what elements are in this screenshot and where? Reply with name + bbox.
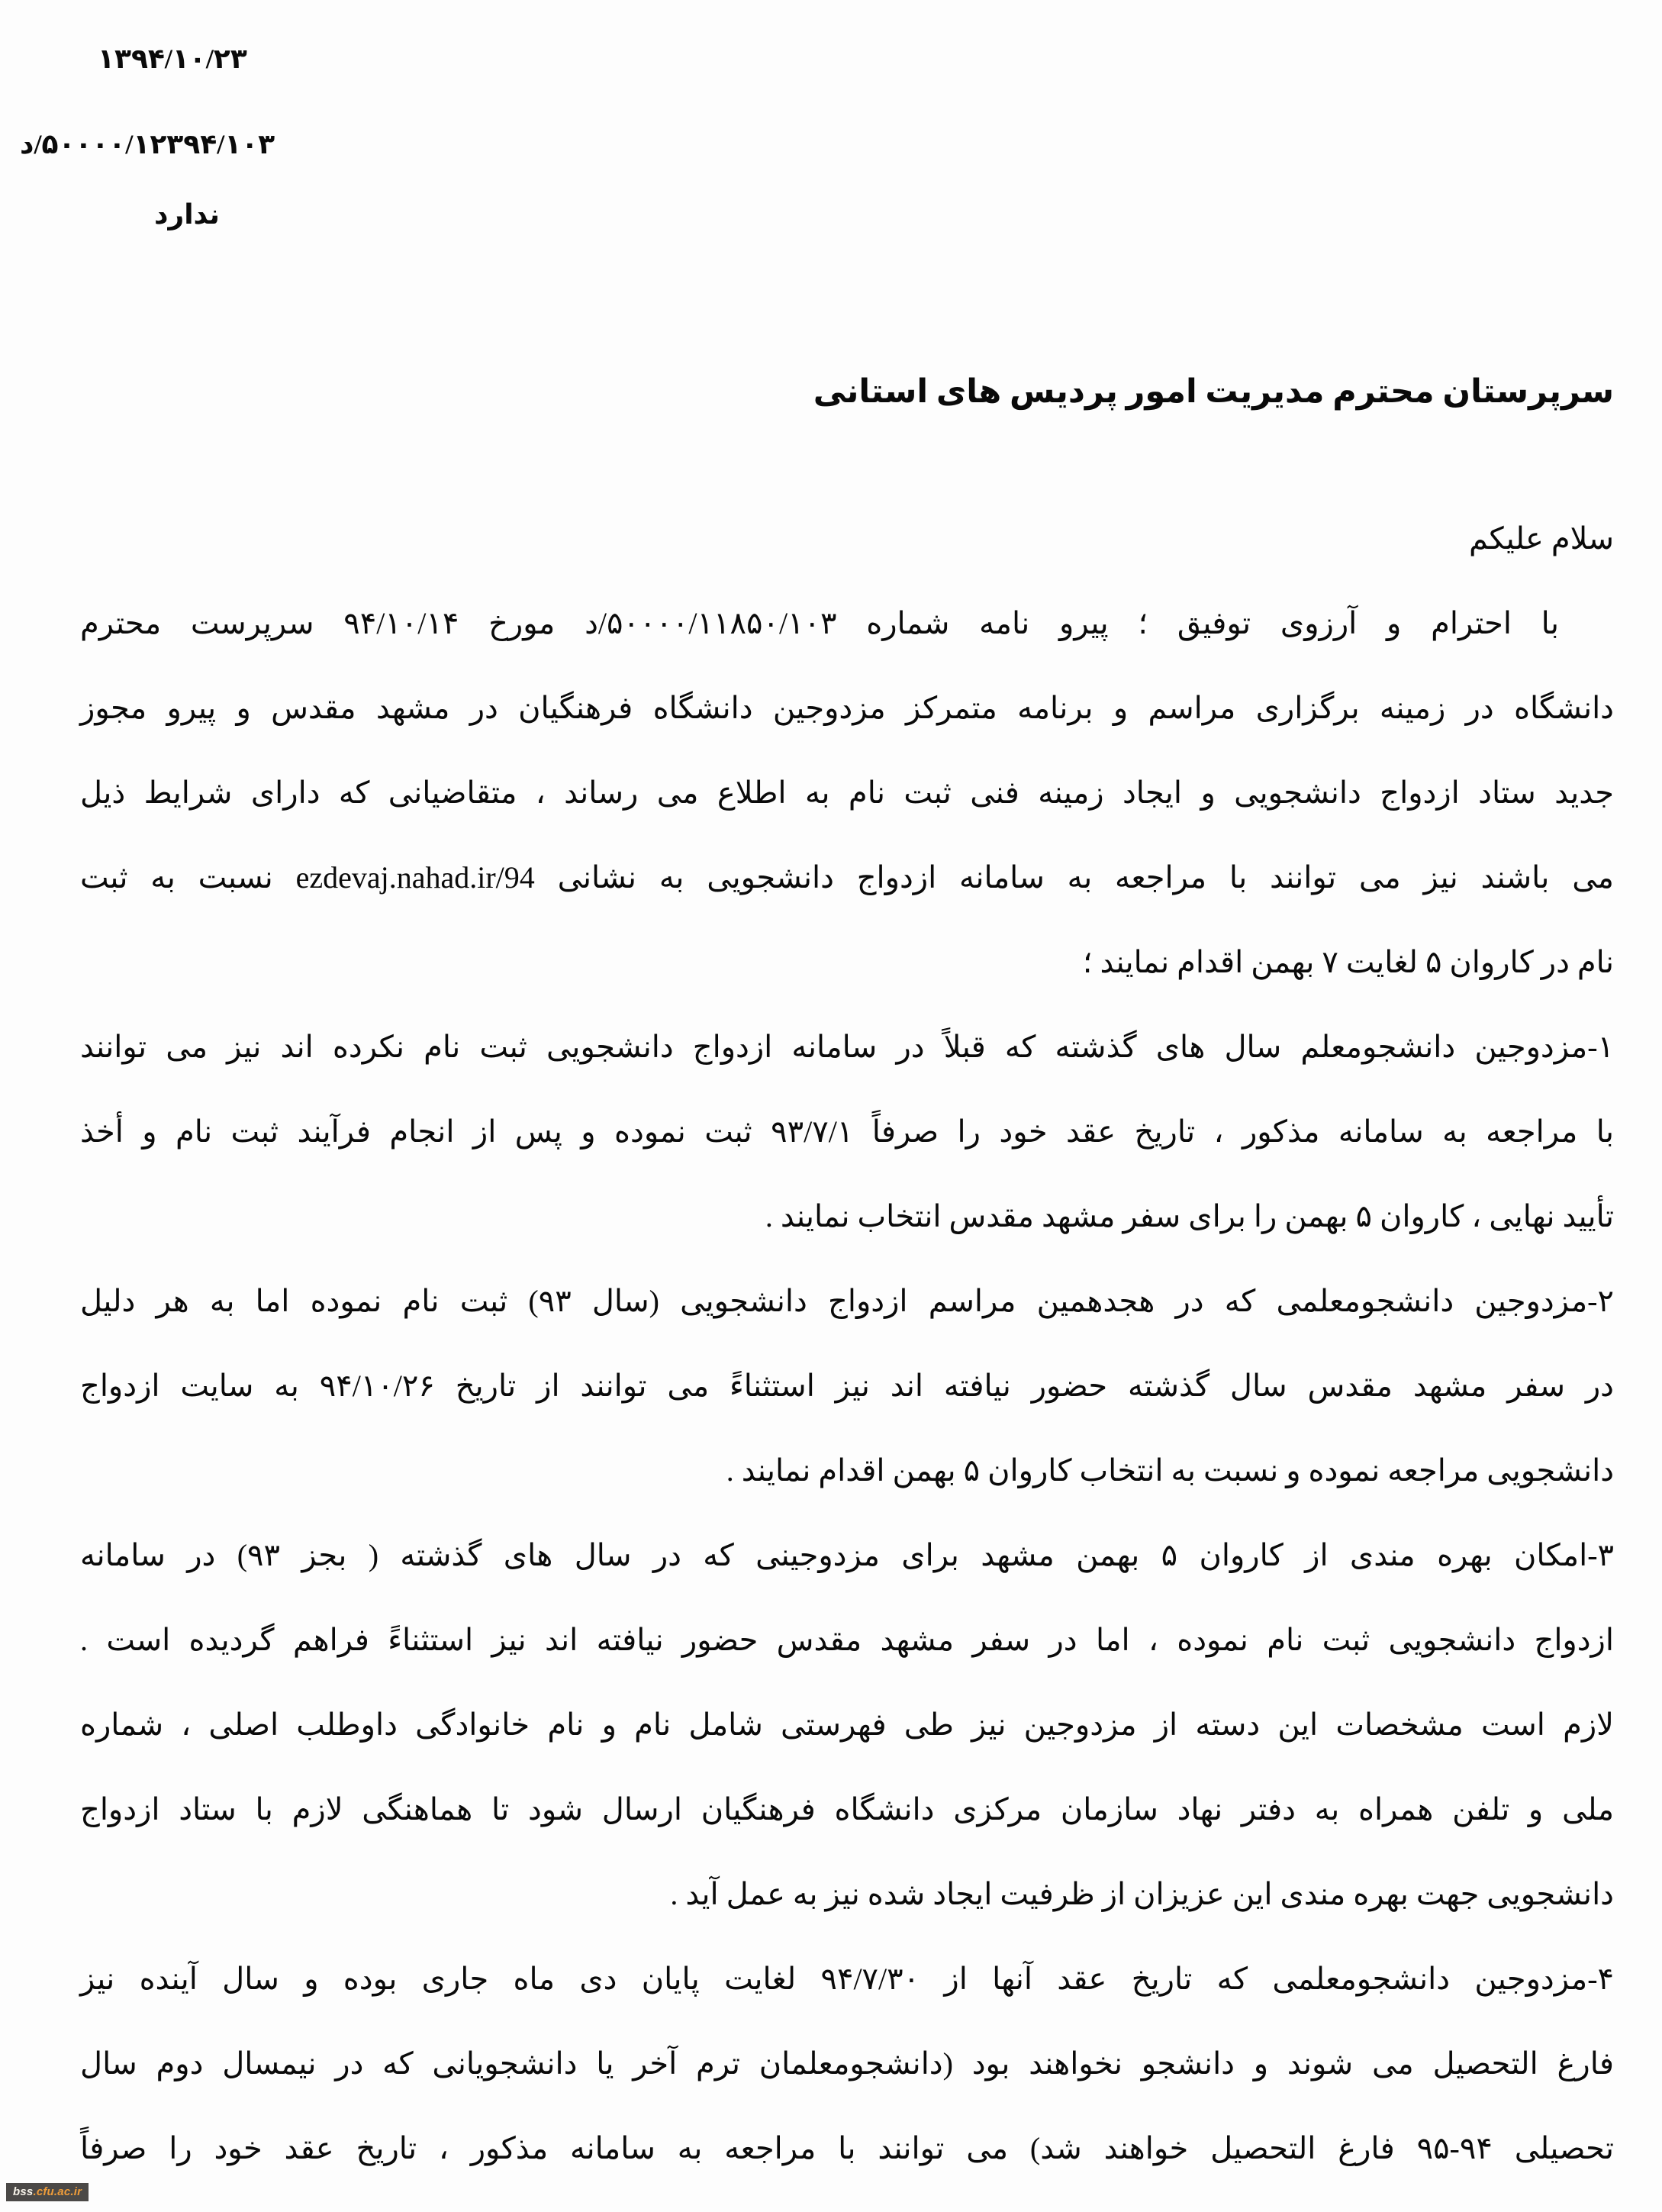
watermark-prefix: bss: [13, 2185, 34, 2198]
letter-attachment-field: ندارد: [154, 199, 220, 230]
body-line: ملی و تلفن همراه به دفتر نهاد سازمان مرکزی دانشگاه فرهنگیان ارسال شود تا هماهنگی لازم با ستاد ازدواج: [80, 1792, 1614, 1827]
body-line: دانشجویی مراجعه نموده و نسبت به انتخاب کاروان ۵ بهمن اقدام نمایند .: [726, 1453, 1614, 1488]
body-line: با مراجعه به سامانه مذکور ، تاریخ عقد خود را صرفاً ۹۳/۷/۱ ثبت نموده و پس از انجام فرآیند ثبت نام و أخذ: [80, 1114, 1615, 1149]
body-line-item-2: ۲-مزدوجین دانشجومعلمی که در هجدهمین مراسم ازدواج دانشجویی (سال ۹۳) ثبت نام نموده اما به هر دلیل: [80, 1284, 1614, 1318]
body-line: لازم است مشخصات این دسته از مزدوجین نیز طی فهرستی شامل نام و نام خانوادگی داوطلب اصلی ، شماره: [80, 1707, 1614, 1742]
body-line-item-3: ۳-امکان بهره مندی از کاروان ۵ بهمن مشهد برای مزدوجینی که در سال های گذشته ( بجز ۹۳) در سامانه: [80, 1538, 1615, 1572]
body-line: در سفر مشهد مقدس سال گذشته حضور نیافته اند نیز استثناءً می توانند از تاریخ ۹۴/۱۰/۲۶ به سایت ازدواج: [80, 1369, 1614, 1403]
body-line-with-url: می باشند نیز می توانند با مراجعه به سامانه ازدواج دانشجویی به نشانی ezdevaj.nahad.ir/94 نسبت به ثبت: [80, 860, 1614, 895]
body-line: فارغ التحصیل می شوند و دانشجو نخواهند بود (دانشجومعلمان ترم آخر یا دانشجویانی که در نیمسال دوم سال: [80, 2046, 1614, 2081]
greeting-line: سلام علیکم: [1468, 521, 1614, 556]
watermark-suffix: .cfu.ac.ir: [33, 2185, 82, 2198]
site-watermark: [6, 2183, 89, 2201]
body-line-item-1: ۱-مزدوجین دانشجومعلم سال های گذشته که قبلاً در سامانه ازدواج دانشجویی ثبت نام نکرده اند نیز می توانند: [80, 1030, 1614, 1064]
letter-date: ۱۳۹۴/۱۰/۲۳: [98, 44, 247, 74]
body-line: تأیید نهایی ، کاروان ۵ بهمن را برای سفر مشهد مقدس انتخاب نمایند .: [765, 1199, 1614, 1233]
body-line-item-4: ۴-مزدوجین دانشجومعلمی که تاریخ عقد آنها از ۹۴/۷/۳۰ لغایت پایان دی ماه جاری بوده و سال آینده نیز: [80, 1962, 1614, 1996]
letter-ref-number: ۵۰۰۰۰/۱۲۳۹۴/۱۰۳/د: [20, 129, 275, 160]
letter-recipient-title: سرپرستان محترم مدیریت امور پردیس های استانی: [813, 374, 1614, 410]
letter-body: [80, 496, 1614, 2191]
body-line: دانشجویی جهت بهره مندی این عزیزان از ظرفیت ایجاد شده نیز به عمل آید .: [670, 1877, 1614, 1911]
body-line: تحصیلی ۹۴-۹۵ فارغ التحصیل خواهند شد) می توانند با مراجعه به سامانه مذکور ، تاریخ عقد خود را صرفاً: [80, 2131, 1614, 2165]
body-line: با احترام و آرزوی توفیق ؛ پیرو نامه شماره ۵۰۰۰۰/۱۱۸۵۰/۱۰۳/د مورخ ۹۴/۱۰/۱۴ سرپرست محترم: [80, 606, 1560, 640]
body-line: دانشگاه در زمینه برگزاری مراسم و برنامه متمرکز مزدوجین دانشگاه فرهنگیان در مشهد مقدس و پیرو مجوز: [80, 691, 1614, 725]
body-line: جدید ستاد ازدواج دانشجویی و ایجاد زمینه فنی ثبت نام به اطلاع می رساند ، متقاضیانی که دارای شرایط ذیل: [80, 775, 1615, 810]
body-line: ازدواج دانشجویی ثبت نام نموده ، اما در سفر مشهد مقدس حضور نیافته اند نیز استثناءً فراهم گردیده است .: [80, 1623, 1614, 1657]
body-line: نام در کاروان ۵ لغایت ۷ بهمن اقدام نمایند ؛: [1082, 945, 1614, 979]
